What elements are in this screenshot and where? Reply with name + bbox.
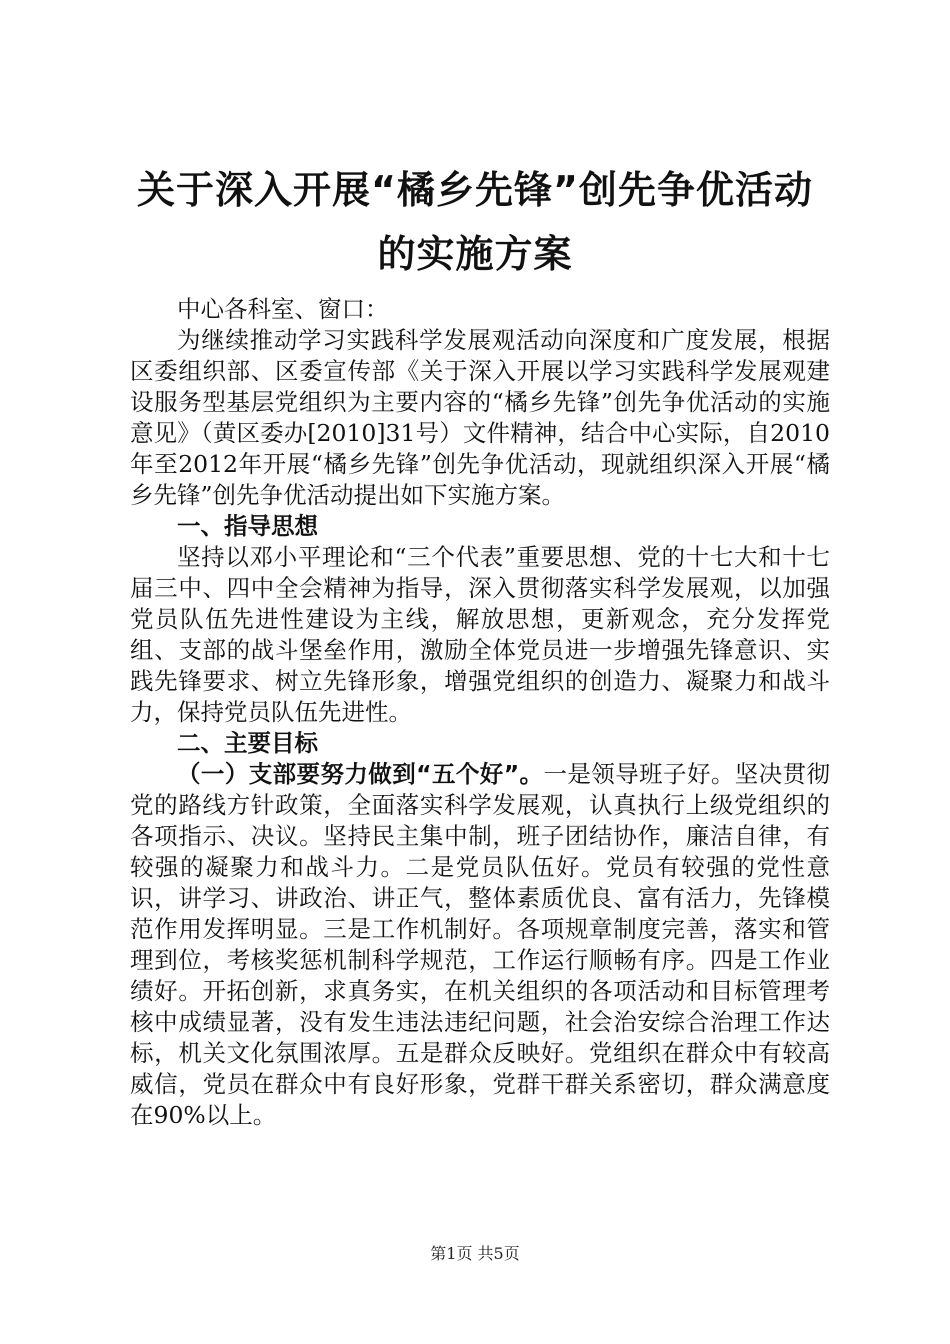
page-number-footer: 第1页 共5页 <box>430 1244 520 1263</box>
section-heading-guiding-ideology: 一、指导思想 <box>177 512 318 540</box>
section-paragraph-main-goals <box>130 759 830 1131</box>
section-heading-main-goals: 二、主要目标 <box>177 729 318 757</box>
intro-paragraph: 为继续推动学习实践科学发展观活动向深度和广度发展，根据区委组织部、区委宣传部《关于深入开展以学习实践科学发展观建设服务型基层党组织为主要内容的“橘乡先锋”创先争优活动的实施意见》（黄区委办[2010]31号）文件精神，结合中心实际，自2010年至2012年开展“橘乡先锋”创先争优活动，现就组织深入开展“橘乡先锋”创先争优活动提出如下实施方案。 <box>130 326 830 509</box>
section-text-main-goals: 一是领导班子好。坚决贯彻党的路线方针政策，全面落实科学发展观，认真执行上级党组织的各项指示、决议。坚持民主集中制，班子团结协作，廉洁自律，有较强的凝聚力和战斗力。二是党员队伍好。党员有较强的党性意识，讲学习、讲政治、讲正气，整体素质优良、富有活力，先锋模范作用发挥明显。三是工作机制好。各项规章制度完善，落实和管理到位，考核奖惩机制科学规范，工作运行顺畅有序。四是工作业绩好。开拓创新，求真务实，在机关组织的各项活动和目标管理考核中成绩显著，没有发生违法违纪问题，社会治安综合治理工作达标，机关文化氛围浓厚。五是群众反映好。党组织在群众中有较高威信，党员在群众中有良好形象，党群干群关系密切，群众满意度在90%以上。 <box>130 760 831 1129</box>
subsection-lead: （一）支部要努力做到“五个好”。 <box>177 760 544 788</box>
document-body <box>130 294 830 1131</box>
salutation: 中心各科室、窗口： <box>177 295 389 323</box>
section-text-guiding-ideology: 坚持以邓小平理论和“三个代表”重要思想、党的十七大和十七届三中、四中全会精神为指导，深入贯彻落实科学发展观，以加强党员队伍先进性建设为主线，解放思想，更新观念，充分发挥党组、支部的战斗堡垒作用，激励全体党员进一步增强先锋意识、实践先锋要求、树立先锋形象，增强党组织的创造力、凝聚力和战斗力，保持党员队伍先进性。 <box>130 543 830 726</box>
document-title: 关于深入开展“橘乡先锋”创先争优活动的实施方案 <box>137 168 813 276</box>
